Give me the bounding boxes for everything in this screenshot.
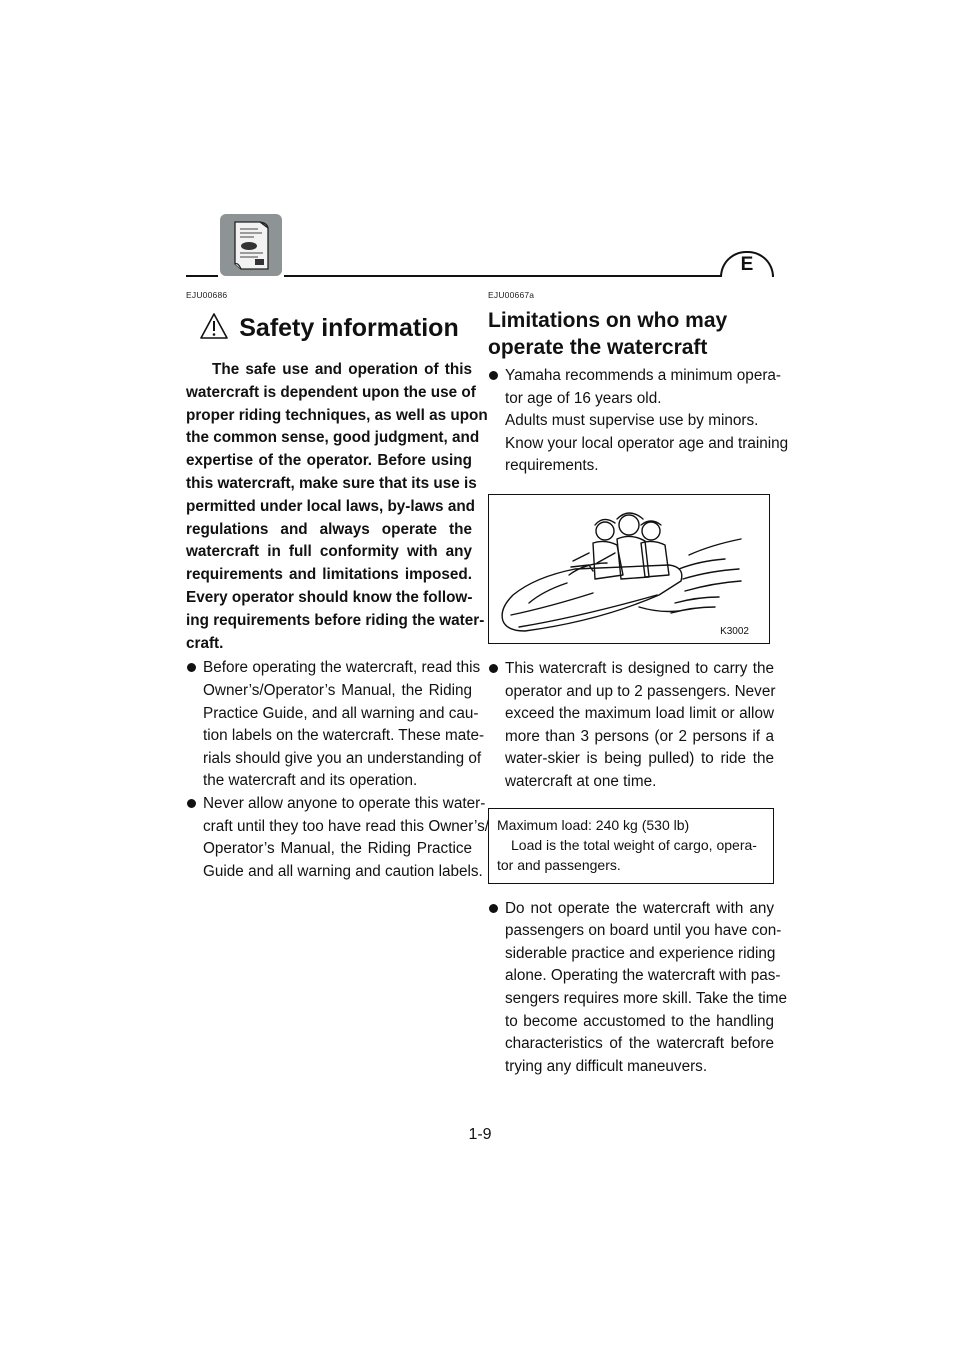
max-load-heading: Maximum load: 240 kg (530 lb) [497, 816, 690, 833]
intro-paragraph [186, 359, 488, 655]
text-line: expertise of the operator. Before using [186, 452, 472, 470]
text-line: tor and passengers. [497, 856, 621, 873]
text-line: watercraft at one time. [505, 772, 657, 790]
figure-code: K3002 [720, 625, 749, 637]
text-line: the watercraft and its operation. [203, 772, 418, 790]
right-bullet-list [488, 658, 774, 794]
list-item [186, 793, 489, 883]
list-item [488, 898, 787, 1079]
text-line: the common sense, good judgment, and [186, 429, 480, 447]
left-bullet-list [186, 657, 489, 883]
text-line: siderable practice and experience riding [505, 944, 776, 962]
text-line: Never allow anyone to operate this water- [203, 794, 486, 812]
manual-book-icon [218, 214, 284, 278]
text-line: Know your local operator age and training [505, 434, 789, 452]
text-line: exceed the maximum load limit or allow [505, 705, 774, 723]
bullet-dot [187, 663, 196, 672]
text-line: passengers on board until you have con- [505, 922, 782, 940]
bullet-dot [489, 904, 498, 913]
text-line: regulations and always operate the [186, 520, 472, 538]
title-line: Limitations on who may [488, 309, 728, 332]
text-line: more than 3 persons (or 2 persons if a [505, 727, 774, 745]
text-line: sengers requires more skill. Take the time [505, 989, 787, 1007]
text-line: characteristics of the watercraft before [505, 1035, 774, 1053]
text-line: craft until they too have read this Owner’s/ [203, 817, 489, 835]
text-line: Yamaha recommends a minimum opera- [505, 367, 782, 384]
text-line: operator and up to 2 passengers. Never [505, 682, 776, 700]
text-line: Owner’s/Operator’s Manual, the Riding [203, 681, 472, 699]
text-line: trying any difficult maneuvers. [505, 1057, 708, 1075]
text-line: to become accustomed to the handling [505, 1012, 774, 1030]
text-line: ing requirements before riding the water- [186, 611, 485, 629]
text-line: Adults must supervise use by minors. [505, 412, 759, 430]
section-code: EJU00667a [488, 290, 535, 300]
list-item [186, 657, 485, 793]
list-item [488, 658, 774, 794]
text-line: watercraft in full conformity with any [186, 543, 472, 561]
limitations-section [488, 290, 789, 1078]
text-line: requirements. [505, 457, 599, 475]
max-load-description [497, 835, 769, 875]
right-bullet-list [488, 365, 789, 478]
page-number: 1-9 [468, 1126, 492, 1143]
text-line: Do not operate the watercraft with any [505, 899, 774, 917]
text-line: Every operator should know the follow- [186, 588, 473, 606]
right-bullet-list [488, 898, 787, 1079]
bullet-dot [187, 799, 196, 808]
text-line: proper riding techniques, as well as upon [186, 406, 488, 424]
text-line: Load is the total weight of cargo, opera- [511, 836, 757, 853]
text-line: water-skier is being pulled) to ride the [505, 750, 774, 768]
text-line: craft. [186, 634, 224, 652]
language-badge: E [720, 251, 774, 277]
list-item [488, 365, 789, 478]
section-title: Safety information [239, 313, 459, 342]
text-line: permitted under local laws, by-laws and [186, 497, 476, 515]
text-line: watercraft is dependent upon the use of [186, 383, 476, 401]
bullet-dot [489, 371, 498, 380]
section-code: EJU00686 [186, 290, 228, 300]
text-line: rials should give you an understanding of [203, 749, 482, 767]
section-title [488, 307, 774, 361]
text-line: Operator’s Manual, the Riding Practice [203, 840, 472, 858]
text-line: tor age of 16 years old. [505, 389, 662, 407]
text-line: Guide and all warning and caution labels. [203, 862, 483, 880]
text-line: The safe use and operation of this [212, 361, 472, 378]
max-load-box [488, 808, 774, 884]
text-line: Practice Guide, and all warning and cau- [203, 704, 479, 722]
safety-section [186, 290, 489, 883]
text-line: This watercraft is designed to carry the [505, 659, 774, 677]
illustration-figure [488, 494, 770, 644]
watercraft-riders-illustration [489, 495, 769, 643]
title-line: operate the watercraft [488, 336, 708, 359]
text-line: this watercraft, make sure that its use is [186, 474, 477, 492]
text-line: requirements and limitations imposed. [186, 566, 472, 584]
warning-triangle-icon [199, 312, 229, 345]
section-heading [186, 310, 472, 346]
text-line: tion labels on the watercraft. These mate- [203, 727, 485, 745]
text-line: Before operating the watercraft, read this [203, 659, 481, 677]
bullet-dot [489, 664, 498, 673]
text-line: alone. Operating the watercraft with pas- [505, 967, 781, 985]
